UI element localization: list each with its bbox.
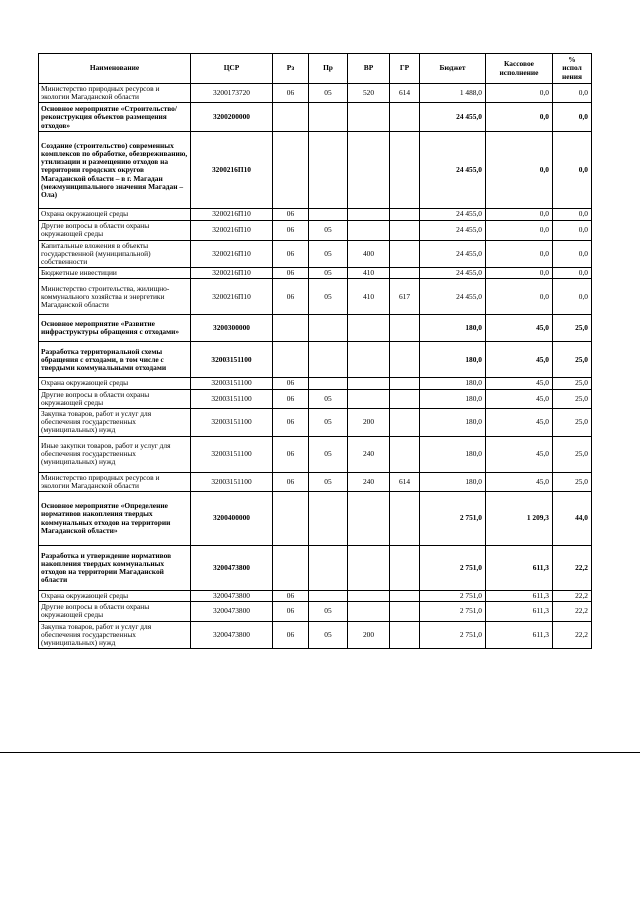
row-name: Другие вопросы в области охраны окружающей среды: [39, 389, 191, 408]
row-budget: 24 455,0: [420, 279, 486, 315]
row-name: Основное мероприятие «Строительство/реконструкция объектов размещения отходов»: [39, 103, 191, 132]
row-cash: 0,0: [486, 209, 553, 220]
table-row: [39, 492, 592, 546]
row-percent: 44,0: [553, 492, 592, 546]
row-percent: 0,0: [553, 279, 592, 315]
table-header-row: [39, 54, 592, 84]
table-row: [39, 409, 592, 437]
row-vr: [348, 209, 390, 220]
row-pr: 05: [309, 389, 348, 408]
row-name: Бюджетные инвестиции: [39, 268, 191, 279]
table-row: [39, 220, 592, 240]
row-name: Капитальные вложения в объекты государственной (муниципальной) собственности: [39, 240, 191, 268]
row-name: Разработка и утверждение нормативов накопления твердых коммунальных отходов на территории Магаданской области: [39, 546, 191, 591]
row-cash: 1 209,3: [486, 492, 553, 546]
row-csr: 32003151100: [191, 378, 273, 389]
row-budget: 2 751,0: [420, 492, 486, 546]
header-percent-text: испол нения: [561, 63, 583, 81]
table-row: [39, 209, 592, 220]
row-csr: 32003151100: [191, 409, 273, 437]
table-row: [39, 342, 592, 378]
row-cash: 45,0: [486, 378, 553, 389]
budget-execution-table: [38, 53, 592, 649]
row-cash: 0,0: [486, 268, 553, 279]
row-name: Иные закупки товаров, работ и услуг для обеспечения государственных (муниципальных) нужд: [39, 436, 191, 472]
row-gr: [390, 602, 420, 621]
row-percent: 22,2: [553, 546, 592, 591]
row-csr: 3200473800: [191, 602, 273, 621]
row-csr: 32003151100: [191, 472, 273, 491]
row-cash: 611,3: [486, 591, 553, 602]
row-name: Создание (строительство) современных комплексов по обработке, обезвреживанию, утилизации и размещению отходов на территории городских округов Магаданской области – в г. Магадан (межмуниципального значения Магадан – Ола): [39, 132, 191, 209]
table-row: [39, 279, 592, 315]
row-rz: 06: [273, 240, 309, 268]
row-cash: 45,0: [486, 472, 553, 491]
row-rz: 06: [273, 389, 309, 408]
row-vr: 240: [348, 436, 390, 472]
row-budget: 1 488,0: [420, 84, 486, 103]
row-vr: 200: [348, 621, 390, 649]
row-csr: 3200400000: [191, 492, 273, 546]
row-rz: [273, 315, 309, 342]
row-gr: [390, 621, 420, 649]
row-cash: 0,0: [486, 103, 553, 132]
row-vr: 410: [348, 268, 390, 279]
table-row: [39, 621, 592, 649]
row-pr: [309, 492, 348, 546]
row-rz: 06: [273, 279, 309, 315]
row-percent: 0,0: [553, 220, 592, 240]
row-csr: 3200216П10: [191, 268, 273, 279]
row-name: Министерство строительства, жилищно-коммунального хозяйства и энергетики Магаданской области: [39, 279, 191, 315]
row-percent: 25,0: [553, 315, 592, 342]
row-gr: [390, 378, 420, 389]
row-budget: 2 751,0: [420, 546, 486, 591]
row-vr: 200: [348, 409, 390, 437]
table-row: [39, 84, 592, 103]
row-name: Разработка территориальной схемы обращения с отходами, в том числе с твердыми коммунальными отходами: [39, 342, 191, 378]
row-pr: 05: [309, 409, 348, 437]
header-cash: Кассовое исполнение: [486, 54, 553, 84]
table-body: [39, 84, 592, 649]
table-row: [39, 268, 592, 279]
row-name: Охрана окружающей среды: [39, 378, 191, 389]
row-pr: [309, 132, 348, 209]
row-gr: [390, 591, 420, 602]
row-gr: [390, 342, 420, 378]
row-budget: 180,0: [420, 436, 486, 472]
row-vr: [348, 378, 390, 389]
row-csr: 3200216П10: [191, 132, 273, 209]
row-cash: 0,0: [486, 240, 553, 268]
row-csr: 3200216П10: [191, 209, 273, 220]
row-name: Охрана окружающей среды: [39, 591, 191, 602]
header-rz: Рз: [273, 54, 309, 84]
header-percent-symbol: %: [568, 55, 576, 65]
row-csr: 32003151100: [191, 342, 273, 378]
row-csr: 3200473800: [191, 621, 273, 649]
header-gr: ГР: [390, 54, 420, 84]
row-name: Закупка товаров, работ и услуг для обеспечения государственных (муниципальных) нужд: [39, 621, 191, 649]
row-vr: [348, 220, 390, 240]
table-row: [39, 602, 592, 621]
header-budget: Бюджет: [420, 54, 486, 84]
row-pr: 05: [309, 268, 348, 279]
header-pr: Пр: [309, 54, 348, 84]
row-pr: [309, 315, 348, 342]
row-budget: 24 455,0: [420, 103, 486, 132]
table-row: [39, 315, 592, 342]
row-gr: [390, 268, 420, 279]
row-rz: 06: [273, 409, 309, 437]
row-name: Министерство природных ресурсов и экологии Магаданской области: [39, 472, 191, 491]
row-vr: 240: [348, 472, 390, 491]
row-budget: 180,0: [420, 342, 486, 378]
row-pr: 05: [309, 84, 348, 103]
row-vr: [348, 315, 390, 342]
row-cash: 0,0: [486, 279, 553, 315]
row-percent: 0,0: [553, 103, 592, 132]
row-vr: [348, 602, 390, 621]
row-budget: 180,0: [420, 472, 486, 491]
row-pr: 05: [309, 279, 348, 315]
row-pr: [309, 209, 348, 220]
row-pr: 05: [309, 602, 348, 621]
row-cash: 611,3: [486, 602, 553, 621]
row-percent: 25,0: [553, 378, 592, 389]
row-rz: 06: [273, 602, 309, 621]
row-budget: 180,0: [420, 315, 486, 342]
row-vr: [348, 492, 390, 546]
row-rz: [273, 492, 309, 546]
row-rz: 06: [273, 591, 309, 602]
row-vr: [348, 132, 390, 209]
row-percent: 0,0: [553, 84, 592, 103]
row-rz: 06: [273, 436, 309, 472]
row-gr: [390, 389, 420, 408]
row-gr: [390, 240, 420, 268]
row-vr: 410: [348, 279, 390, 315]
row-name: Закупка товаров, работ и услуг для обеспечения государственных (муниципальных) нужд: [39, 409, 191, 437]
row-pr: 05: [309, 472, 348, 491]
row-csr: 3200173720: [191, 84, 273, 103]
row-rz: [273, 103, 309, 132]
row-cash: 611,3: [486, 621, 553, 649]
row-name: Основное мероприятие «Развитие инфраструктуры обращения с отходами»: [39, 315, 191, 342]
table-row: [39, 132, 592, 209]
row-rz: [273, 342, 309, 378]
row-percent: 22,2: [553, 621, 592, 649]
row-rz: 06: [273, 84, 309, 103]
row-pr: 05: [309, 220, 348, 240]
row-percent: 25,0: [553, 342, 592, 378]
row-csr: 3200216П10: [191, 279, 273, 315]
row-name: Основное мероприятие «Определение нормативов накопления твердых коммунальных отходов на территории Магаданской области»: [39, 492, 191, 546]
row-gr: [390, 492, 420, 546]
row-csr: 3200473800: [191, 546, 273, 591]
row-budget: 180,0: [420, 378, 486, 389]
row-percent: 25,0: [553, 472, 592, 491]
row-budget: 24 455,0: [420, 268, 486, 279]
page-divider-line: [0, 752, 640, 753]
row-name: Другие вопросы в области охраны окружающей среды: [39, 602, 191, 621]
row-cash: 611,3: [486, 546, 553, 591]
row-pr: 05: [309, 621, 348, 649]
row-pr: [309, 103, 348, 132]
row-gr: [390, 436, 420, 472]
row-rz: 06: [273, 209, 309, 220]
row-cash: 45,0: [486, 315, 553, 342]
table-row: [39, 546, 592, 591]
row-csr: 3200216П10: [191, 240, 273, 268]
row-csr: 32003151100: [191, 389, 273, 408]
row-percent: 25,0: [553, 389, 592, 408]
row-csr: 32003151100: [191, 436, 273, 472]
row-name: Другие вопросы в области охраны окружающей среды: [39, 220, 191, 240]
row-name: Министерство природных ресурсов и экологии Магаданской области: [39, 84, 191, 103]
row-budget: 24 455,0: [420, 240, 486, 268]
row-gr: 614: [390, 84, 420, 103]
row-pr: [309, 546, 348, 591]
row-name: Охрана окружающей среды: [39, 209, 191, 220]
row-cash: 0,0: [486, 132, 553, 209]
row-pr: [309, 342, 348, 378]
row-budget: 2 751,0: [420, 591, 486, 602]
row-cash: 45,0: [486, 436, 553, 472]
row-percent: 0,0: [553, 209, 592, 220]
header-name: Наименование: [39, 54, 191, 84]
row-csr: 3200200000: [191, 103, 273, 132]
row-gr: [390, 103, 420, 132]
table-row: [39, 591, 592, 602]
row-percent: 22,2: [553, 591, 592, 602]
row-gr: [390, 409, 420, 437]
row-percent: 0,0: [553, 268, 592, 279]
row-gr: [390, 132, 420, 209]
table-row: [39, 472, 592, 491]
row-percent: 0,0: [553, 132, 592, 209]
row-cash: 45,0: [486, 389, 553, 408]
row-budget: 2 751,0: [420, 602, 486, 621]
header-csr: ЦСР: [191, 54, 273, 84]
row-percent: 0,0: [553, 240, 592, 268]
row-gr: [390, 315, 420, 342]
row-percent: 22,2: [553, 602, 592, 621]
row-vr: [348, 591, 390, 602]
row-vr: [348, 103, 390, 132]
row-csr: 3200300000: [191, 315, 273, 342]
row-budget: 24 455,0: [420, 209, 486, 220]
row-gr: [390, 209, 420, 220]
row-cash: 45,0: [486, 342, 553, 378]
row-cash: 45,0: [486, 409, 553, 437]
row-budget: 24 455,0: [420, 220, 486, 240]
row-vr: 520: [348, 84, 390, 103]
row-rz: 06: [273, 268, 309, 279]
row-rz: 06: [273, 220, 309, 240]
row-vr: [348, 546, 390, 591]
row-percent: 25,0: [553, 409, 592, 437]
row-budget: 24 455,0: [420, 132, 486, 209]
row-budget: 180,0: [420, 389, 486, 408]
table-row: [39, 378, 592, 389]
row-cash: 0,0: [486, 220, 553, 240]
table-row: [39, 389, 592, 408]
row-gr: [390, 220, 420, 240]
row-pr: [309, 378, 348, 389]
row-vr: 400: [348, 240, 390, 268]
row-vr: [348, 342, 390, 378]
row-budget: 180,0: [420, 409, 486, 437]
row-rz: 06: [273, 378, 309, 389]
row-budget: 2 751,0: [420, 621, 486, 649]
row-rz: 06: [273, 621, 309, 649]
table-row: [39, 103, 592, 132]
row-gr: 614: [390, 472, 420, 491]
row-csr: 3200216П10: [191, 220, 273, 240]
row-gr: 617: [390, 279, 420, 315]
row-rz: [273, 546, 309, 591]
table-row: [39, 436, 592, 472]
row-cash: 0,0: [486, 84, 553, 103]
row-pr: [309, 591, 348, 602]
row-rz: [273, 132, 309, 209]
row-rz: 06: [273, 472, 309, 491]
row-pr: 05: [309, 240, 348, 268]
header-vr: ВР: [348, 54, 390, 84]
row-percent: 25,0: [553, 436, 592, 472]
header-percent: [553, 54, 592, 84]
table-row: [39, 240, 592, 268]
row-pr: 05: [309, 436, 348, 472]
row-vr: [348, 389, 390, 408]
row-csr: 3200473800: [191, 591, 273, 602]
row-gr: [390, 546, 420, 591]
